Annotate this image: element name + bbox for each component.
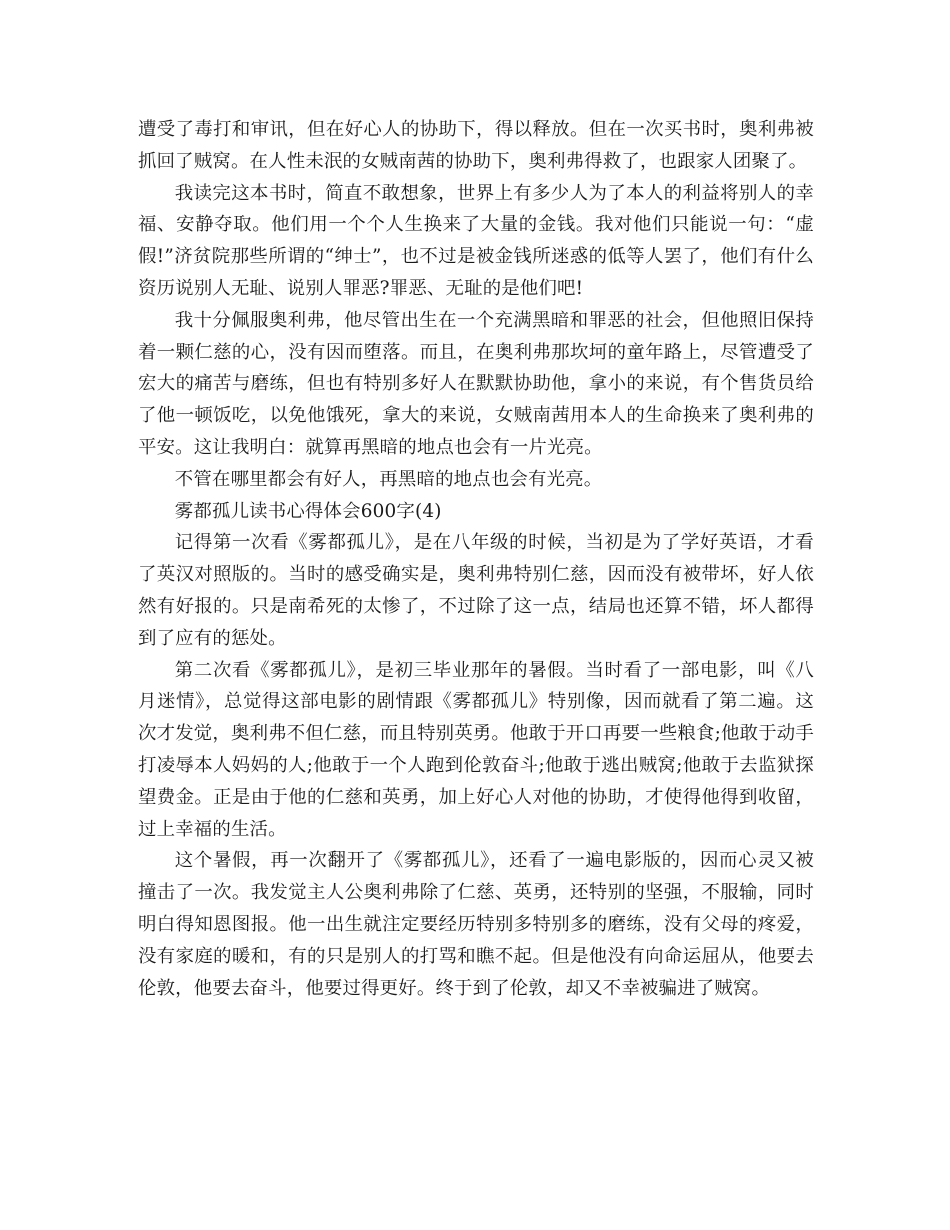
- document-body: [138, 114, 814, 1004]
- paragraph-7: 这个暑假，再一次翻开了《雾都孤儿》，还看了一遍电影版的，因而心灵又被撞击了一次。我发觉主人公奥利弗除了仁慈、英勇，还特别的坚强，不服输，同时明白得知恩图报。他一出生就注定要经历特别多特别多的磨练，没有父母的疼爱，没有家庭的暖和，有的只是别人的打骂和瞧不起。但是他没有向命运屈从，他要去伦敦，他要去奋斗，他要过得更好。终于到了伦敦，却又不幸被骗进了贼窝。: [138, 850, 814, 999]
- paragraph-1: 遭受了毒打和审讯，但在好心人的协助下，得以释放。但在一次买书时，奥利弗被抓回了贼窝。在人性未泯的女贼南茜的协助下，奥利弗得救了，也跟家人团聚了。: [138, 119, 814, 172]
- paragraph-2: 我读完这本书时，简直不敢想象，世界上有多少人为了本人的利益将别人的幸福、安静夺取。他们用一个个人生换来了大量的金钱。我对他们只能说一句：“虚假!”济贫院那些所谓的“绅士”，也不过是被金钱所迷惑的低等人罢了，他们有什么资历说别人无耻、说别人罪恶?罪恶、无耻的是他们吧!: [138, 182, 814, 299]
- paragraph-5: 记得第一次看《雾都孤儿》，是在八年级的时候，当初是为了学好英语，才看了英汉对照版的。当时的感受确实是，奥利弗特别仁慈，因而没有被带坏，好人依然有好报的。只是南希死的太惨了，不过除了这一点，结局也还算不错，坏人都得到了应有的惩处。: [138, 532, 814, 649]
- section-heading: 雾都孤儿读书心得体会600字(4): [174, 500, 442, 522]
- paragraph-6: 第二次看《雾都孤儿》，是初三毕业那年的暑假。当时看了一部电影，叫《八月迷情》，总觉得这部电影的剧情跟《雾都孤儿》特别像，因而就看了第二遍。这次才发觉，奥利弗不但仁慈，而且特别英勇。他敢于开口再要一些粮食;他敢于动手打凌辱本人妈妈的人;他敢于一个人跑到伦敦奋斗;他敢于逃出贼窝;他敢于去监狱探望费金。正是由于他的仁慈和英勇，加上好心人对他的协助，才使得他得到收留，过上幸福的生活。: [138, 659, 814, 840]
- paragraph-3: 我十分佩服奥利弗，他尽管出生在一个充满黑暗和罪恶的社会，但他照旧保持着一颗仁慈的心，没有因而堕落。而且，在奥利弗那坎坷的童年路上，尽管遭受了宏大的痛苦与磨练，但也有特别多好人在默默协助他，拿小的来说，有个售货员给了他一顿饭吃，以免他饿死，拿大的来说，女贼南茜用本人的生命换来了奥利弗的平安。这让我明白：就算再黑暗的地点也会有一片光亮。: [138, 309, 814, 458]
- paragraph-4: 不管在哪里都会有好人，再黑暗的地点也会有光亮。: [174, 468, 603, 490]
